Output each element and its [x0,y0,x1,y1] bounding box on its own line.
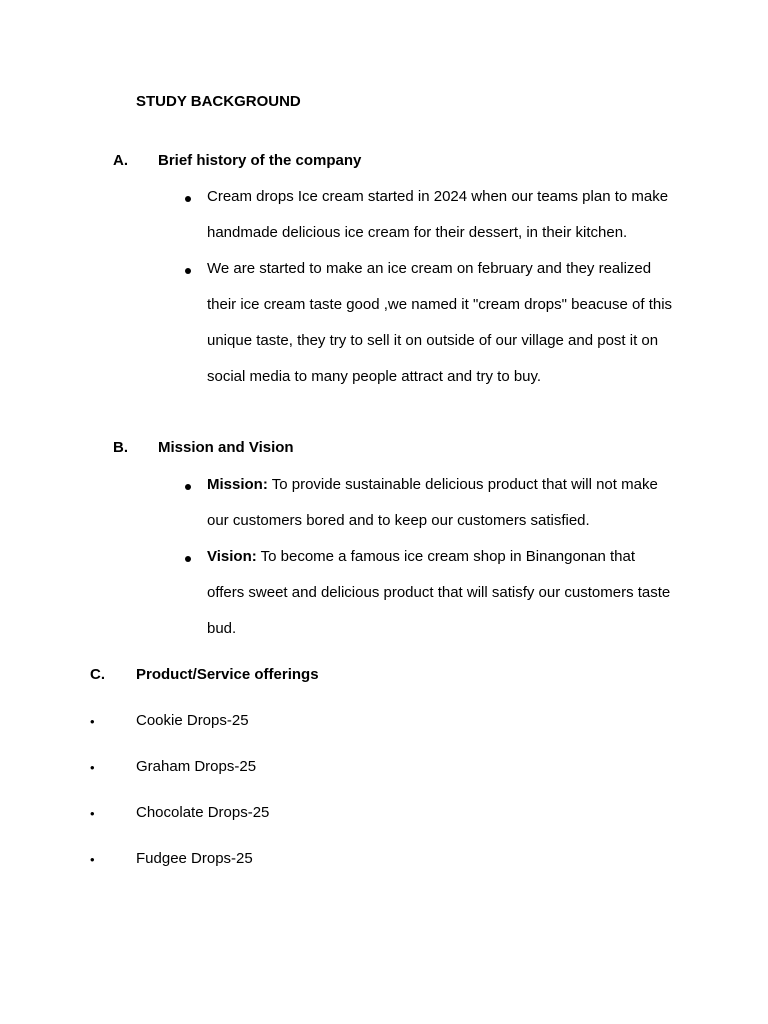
history-bullet-2-line-3: unique taste, they try to sell it on outside of our village and post it on [207,332,659,349]
vision-line-3: bud. [207,620,237,637]
page-title: STUDY BACKGROUND [136,93,301,110]
bullet-icon: • [90,760,95,775]
vision-label: Vision: [207,548,257,565]
mission-line-1 [207,476,658,493]
bullet-dot-icon [185,556,191,562]
vision-line-2: offers sweet and delicious product that will satisfy our customers taste [207,584,671,601]
mission-line-2: our customers bored and to keep our customers satisfied. [207,512,590,529]
product-item: Chocolate Drops-25 [136,804,270,821]
bullet-icon: • [90,806,95,821]
bullet-dot-icon [185,196,191,202]
mission-text: To provide sustainable delicious product that will not make [267,476,658,493]
vision-text: To become a famous ice cream shop in Binangonan that [256,548,636,565]
bullet-dot-icon [185,484,191,490]
history-bullet-1-line-1: Cream drops Ice cream started in 2024 when our teams plan to make [207,188,669,205]
history-bullet-2-line-4: social media to many people attract and try to buy. [207,368,542,385]
product-item: Cookie Drops-25 [136,712,249,729]
bullet-icon: • [90,852,95,867]
section-a-letter: A. [113,152,128,169]
section-b-letter: B. [113,439,128,456]
vision-line-1 [207,548,635,565]
section-b-heading: Mission and Vision [158,439,294,456]
product-item: Fudgee Drops-25 [136,850,253,867]
bullet-dot-icon [185,268,191,274]
section-a-heading: Brief history of the company [158,152,362,169]
history-bullet-2-line-2: their ice cream taste good ,we named it "cream drops" beacuse of this [207,296,673,313]
history-bullet-1-line-2: handmade delicious ice cream for their dessert, in their kitchen. [207,224,628,241]
bullet-icon: • [90,714,95,729]
history-bullet-2-line-1: We are started to make an ice cream on february and they realized [207,260,652,277]
section-c-letter: C. [90,666,105,683]
mission-label: Mission: [207,476,268,493]
product-item: Graham Drops-25 [136,758,257,775]
section-c-heading: Product/Service offerings [136,666,319,683]
